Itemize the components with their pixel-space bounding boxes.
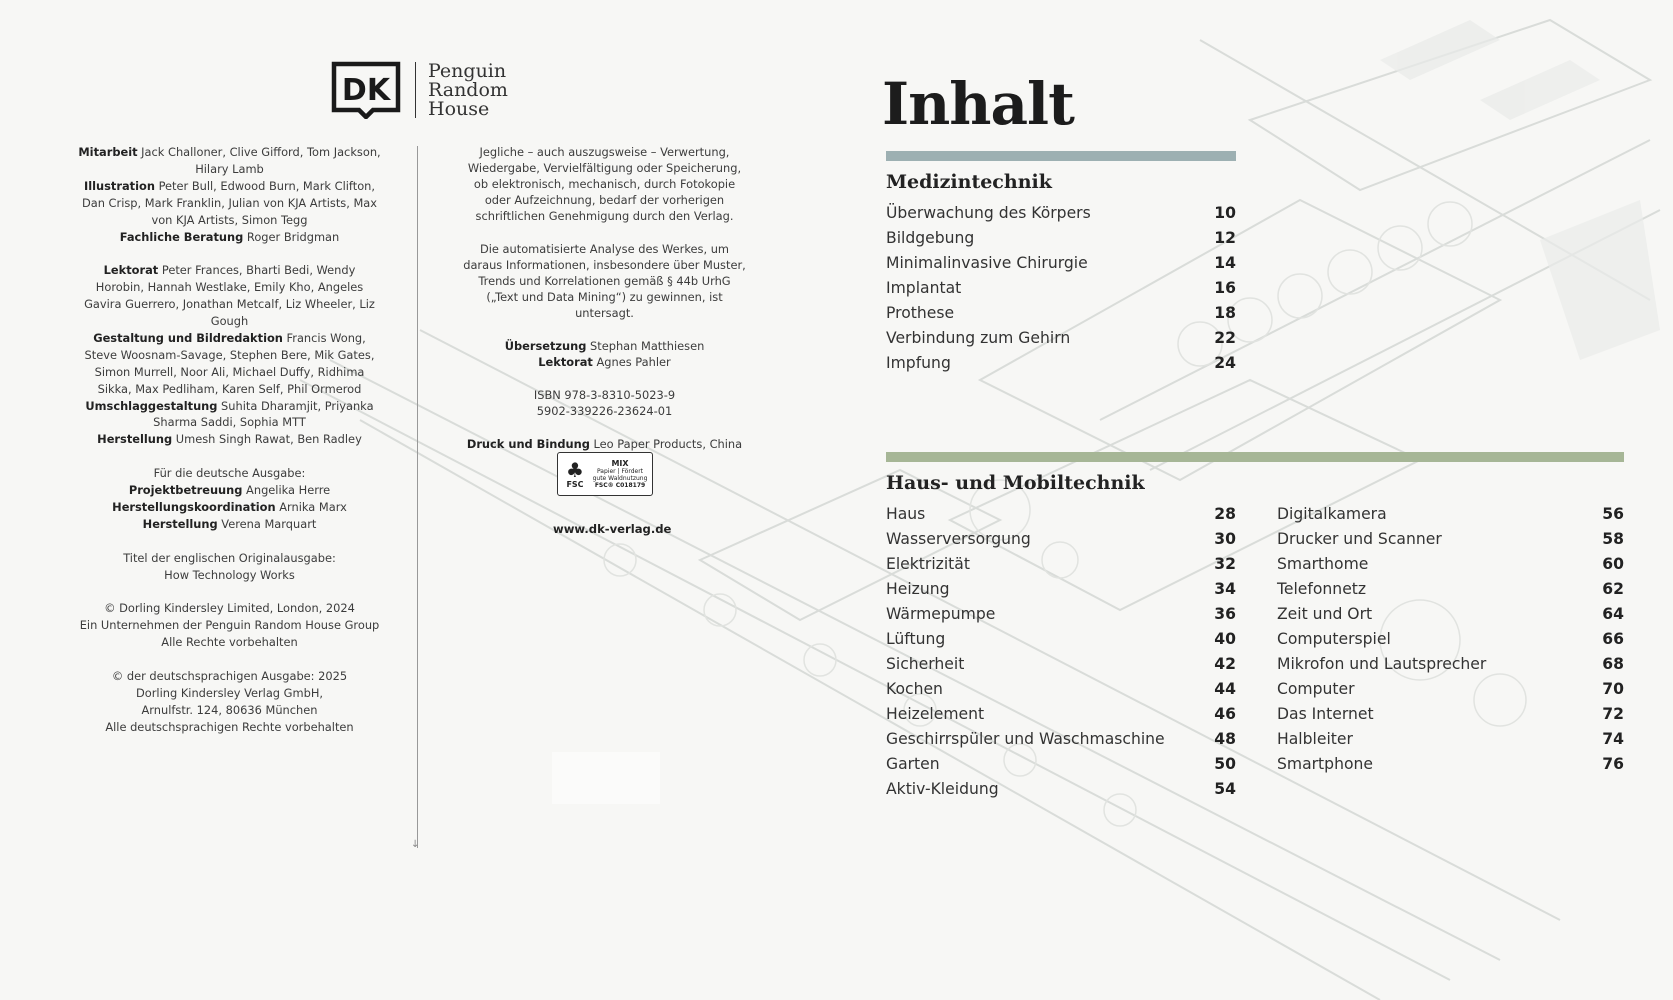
toc-entry[interactable] — [886, 705, 1236, 730]
imprint-text: Die automatisierte Analyse des Werkes, um daraus Informationen, insbesondere über Muster, Trends und Korrelationen gemäß § 44b UrhG („Text und Data Mining“) zu gewinnen, ist untersagt. — [463, 241, 746, 320]
toc-entry[interactable] — [886, 730, 1236, 755]
toc-entry-page: 64 — [1602, 605, 1624, 623]
toc-entry-label: Lüftung — [886, 630, 946, 648]
toc-entry-page: 14 — [1214, 254, 1236, 272]
imprint-line — [112, 500, 347, 514]
dk-logo-text: DK — [341, 73, 391, 108]
imprint-role: Projektbetreuung — [128, 483, 243, 498]
dk-prh-logo — [331, 60, 508, 120]
imprint-role: Illustration — [83, 178, 155, 193]
imprint-line — [129, 483, 330, 497]
imprint-role: Herstellung — [142, 516, 218, 531]
imprint-role: Gestaltung und Bildredaktion — [93, 330, 283, 345]
toc-entry-label: Digitalkamera — [1277, 505, 1387, 523]
toc-entry[interactable] — [886, 655, 1236, 680]
fsc-certification-label — [557, 452, 653, 496]
toc-entry[interactable] — [886, 555, 1236, 580]
imprint-line — [463, 242, 746, 320]
imprint-text: Agnes Pahler — [592, 354, 671, 369]
arrow-down-icon: ↓ — [411, 839, 420, 850]
toc-entry[interactable] — [886, 630, 1236, 655]
toc-entry-page: 54 — [1214, 780, 1236, 798]
toc-entry-label: Computer — [1277, 680, 1355, 698]
fsc-code: FSC® C018179 — [594, 482, 646, 489]
imprint-role: Fachliche Beratung — [119, 229, 244, 244]
toc-entry-label: Implantat — [886, 279, 962, 297]
imprint-text: How Technology Works — [164, 567, 295, 582]
imprint-line — [164, 568, 295, 582]
imprint-role: Lektorat — [538, 354, 593, 369]
imprint-text: Jegliche – auch auszugsweise – Verwertung, Wiedergabe, Vervielfältigung oder Speicherung, ob elektronisch, mechanisch, durch Fotokopie oder Aufzeichnung, bedarf der vorherigen schriftlichen Genehmigung durch den Verlag. — [467, 145, 742, 223]
toc-entry[interactable] — [1277, 580, 1624, 605]
imprint-paragraph — [462, 338, 747, 370]
imprint-line — [123, 551, 336, 565]
imprint-text: Arnulfstr. 124, 80636 München — [141, 702, 318, 717]
toc-entry[interactable] — [1277, 705, 1624, 730]
imprint-text: © Dorling Kindersley Limited, London, 2024 — [104, 601, 355, 616]
imprint-line — [97, 432, 362, 446]
imprint-text: Peter Frances, Bharti Bedi, Wendy Horobin, Hannah Westlake, Emily Kho, Angeles Gavira Guerrero, Jonathan Metcalf, Liz Wheeler, Liz Gough — [84, 263, 375, 329]
imprint-paragraph — [78, 144, 381, 245]
imprint-text: Für die deutsche Ausgabe: — [153, 466, 306, 481]
toc-entry-label: Wärmepumpe — [886, 605, 996, 623]
imprint-line — [82, 179, 377, 227]
toc-entry-label: Kochen — [886, 680, 943, 698]
imprint-line — [143, 517, 317, 531]
toc-entry-page: 24 — [1214, 354, 1236, 372]
toc-list-haus-col1 — [886, 505, 1236, 805]
toc-entry[interactable] — [1277, 630, 1624, 655]
prh-line: Random — [428, 78, 508, 101]
toc-entry[interactable] — [886, 780, 1236, 805]
imprint-paragraph — [462, 144, 747, 224]
toc-entry[interactable] — [1277, 530, 1624, 555]
imprint-line — [505, 339, 705, 353]
toc-entry-page: 30 — [1214, 530, 1236, 548]
toc-entry-page: 66 — [1602, 630, 1624, 648]
imprint-text: Roger Bridgman — [243, 229, 340, 244]
imprint-line — [84, 263, 375, 328]
toc-entry-label: Prothese — [886, 304, 955, 322]
imprint-line — [85, 331, 375, 396]
toc-entry-page: 10 — [1214, 204, 1236, 222]
toc-entry-label: Wasserversorgung — [886, 530, 1031, 548]
toc-entry-label: Elektrizität — [886, 555, 970, 573]
logo-divider — [415, 62, 416, 118]
toc-entry-page: 50 — [1214, 755, 1236, 773]
imprint-paragraph — [462, 436, 747, 452]
toc-entry-label: Überwachung des Körpers — [886, 204, 1091, 222]
imprint-text: Ein Unternehmen der Penguin Random House Group — [79, 618, 380, 633]
toc-entry-page: 28 — [1214, 505, 1236, 523]
toc-entry[interactable] — [886, 354, 1236, 379]
website-link[interactable]: www.dk-verlag.de — [553, 522, 672, 536]
imprint-line — [80, 618, 380, 632]
imprint-line — [78, 145, 380, 176]
toc-entry[interactable] — [886, 279, 1236, 304]
toc-entry[interactable] — [886, 580, 1236, 605]
imprint-line — [85, 399, 373, 430]
prh-line: House — [428, 97, 490, 120]
toc-entry[interactable] — [886, 680, 1236, 705]
imprint-text: Verena Marquart — [217, 516, 317, 531]
toc-list-medizintechnik — [886, 204, 1236, 379]
fsc-mix: MIX — [611, 459, 629, 468]
imprint-text: ISBN 978-3-8310-5023-9 — [533, 387, 676, 402]
toc-entry-page: 48 — [1214, 730, 1236, 748]
toc-entry[interactable] — [886, 505, 1236, 530]
toc-entry-label: Zeit und Ort — [1277, 605, 1373, 623]
toc-entry-page: 56 — [1602, 505, 1624, 523]
imprint-role: Umschlaggestaltung — [85, 398, 218, 413]
imprint-role: Lektorat — [103, 263, 159, 278]
fsc-label: FSC — [566, 479, 584, 489]
imprint-line — [105, 720, 353, 734]
imprint-paragraph — [78, 262, 381, 448]
imprint-line — [161, 635, 297, 649]
toc-entry-page: 42 — [1214, 655, 1236, 673]
toc-entry-label: Das Internet — [1277, 705, 1374, 723]
toc-entry-label: Sicherheit — [886, 655, 965, 673]
toc-entry-label: Garten — [886, 755, 940, 773]
imprint-text: Leo Paper Products, China — [589, 436, 743, 451]
toc-entry-label: Smarthome — [1277, 555, 1369, 573]
section-heading-medizintechnik: Medizintechnik — [886, 171, 1052, 193]
toc-entry-page: 62 — [1602, 580, 1624, 598]
imprint-text: Arnika Marx — [275, 500, 347, 514]
imprint-role: Übersetzung — [504, 338, 587, 353]
toc-entry-page: 68 — [1602, 655, 1624, 673]
imprint-text: Jack Challoner, Clive Gifford, Tom Jackson, Hilary Lamb — [137, 145, 381, 176]
toc-entry[interactable] — [1277, 655, 1624, 680]
toc-entry-page: 22 — [1214, 329, 1236, 347]
toc-entry[interactable] — [886, 304, 1236, 329]
toc-entry[interactable] — [1277, 605, 1624, 630]
toc-entry-label: Drucker und Scanner — [1277, 530, 1442, 548]
imprint-line — [104, 601, 355, 615]
prh-line: Penguin — [428, 59, 507, 82]
toc-entry-label: Haus — [886, 505, 926, 523]
toc-entry-page: 46 — [1214, 705, 1236, 723]
toc-entry-label: Minimalinvasive Chirurgie — [886, 254, 1088, 272]
toc-entry-page: 44 — [1214, 680, 1236, 698]
imprint-role: Herstellungskoordination — [112, 500, 276, 514]
dk-logo-icon — [331, 61, 401, 119]
toc-entry[interactable] — [1277, 555, 1624, 580]
toc-list-haus-col2 — [1277, 505, 1624, 780]
toc-entry-label: Bildgebung — [886, 229, 975, 247]
toc-title: Inhalt — [882, 70, 1074, 138]
toc-entry-page: 74 — [1602, 730, 1624, 748]
imprint-line — [154, 466, 306, 480]
toc-entry-page: 32 — [1214, 555, 1236, 573]
imprint-text: Alle deutschsprachigen Rechte vorbehalten — [105, 719, 354, 734]
toc-entry-label: Verbindung zum Gehirn — [886, 329, 1071, 347]
toc-entry-page: 60 — [1602, 555, 1624, 573]
imprint-text: 5902-339226-23624-01 — [536, 403, 673, 418]
imprint-text: Stephan Matthiesen — [586, 338, 705, 353]
imprint-line — [537, 404, 673, 418]
toc-entry[interactable] — [886, 530, 1236, 555]
toc-entry-label: Computerspiel — [1277, 630, 1391, 648]
imprint-role: Herstellung — [97, 432, 173, 447]
toc-entry[interactable] — [886, 254, 1236, 279]
imprint-line — [142, 703, 318, 717]
column-divider — [417, 146, 418, 848]
toc-entry-page: 12 — [1214, 229, 1236, 247]
toc-entry-page: 76 — [1602, 755, 1624, 773]
toc-entry-page: 34 — [1214, 580, 1236, 598]
imprint-legal-column — [462, 144, 747, 468]
blank-patch — [552, 752, 660, 804]
toc-entry[interactable] — [886, 605, 1236, 630]
toc-entry-label: Halbleiter — [1277, 730, 1353, 748]
imprint-text: Dorling Kindersley Verlag GmbH, — [136, 685, 323, 700]
fsc-line: gute Waldnutzung — [592, 475, 648, 482]
toc-entry[interactable] — [1277, 505, 1624, 530]
imprint-paragraph — [78, 550, 381, 584]
section-heading-haus-mobil: Haus- und Mobiltechnik — [886, 472, 1145, 494]
imprint-line — [112, 669, 347, 683]
toc-entry-page: 18 — [1214, 304, 1236, 322]
toc-entry-label: Smartphone — [1277, 755, 1373, 773]
toc-entry-page: 72 — [1602, 705, 1624, 723]
toc-entry[interactable] — [886, 755, 1236, 780]
imprint-line — [538, 355, 670, 369]
imprint-credits-column — [78, 144, 381, 753]
toc-entry-label: Aktiv-Kleidung — [886, 780, 999, 798]
imprint-paragraph — [78, 668, 381, 736]
fsc-text — [592, 459, 648, 489]
section-bar-medizintechnik — [886, 151, 1236, 161]
fsc-tree-icon: ♣ FSC — [558, 460, 592, 489]
imprint-text: Francis Wong, Steve Woosnam-Savage, Stephen Bere, Mik Gates, Simon Murrell, Noor Ali, Michael Duffy, Ridhima Sikka, Max Pedliham, Karen Self, Phil Ormerod — [84, 330, 375, 396]
toc-entry-label: Impfung — [886, 354, 951, 372]
imprint-role: Druck und Bindung — [466, 436, 590, 451]
imprint-paragraph — [462, 241, 747, 321]
toc-entry-label: Mikrofon und Lautsprecher — [1277, 655, 1487, 673]
imprint-paragraph — [78, 465, 381, 533]
imprint-paragraph — [78, 600, 381, 651]
toc-entry-label: Geschirrspüler und Waschmaschine — [886, 730, 1165, 748]
imprint-line — [534, 388, 675, 402]
imprint-line — [136, 686, 323, 700]
imprint-text: Alle Rechte vorbehalten — [161, 635, 298, 650]
toc-entry[interactable] — [886, 204, 1236, 229]
imprint-text: Umesh Singh Rawat, Ben Radley — [172, 432, 362, 447]
imprint-text: © der deutschsprachigen Ausgabe: 2025 — [111, 669, 348, 684]
toc-entry[interactable] — [1277, 730, 1624, 755]
imprint-line — [120, 230, 340, 244]
imprint-role: Mitarbeit — [78, 145, 138, 159]
toc-entry[interactable] — [886, 329, 1236, 354]
toc-entry-label: Telefonnetz — [1277, 580, 1367, 598]
toc-entry-label: Heizelement — [886, 705, 985, 723]
imprint-text: Titel der englischen Originalausgabe: — [123, 550, 336, 565]
imprint-paragraph — [462, 387, 747, 419]
section-bar-haus-mobil — [886, 452, 1624, 462]
toc-entry[interactable] — [1277, 680, 1624, 705]
imprint-text: Angelika Herre — [242, 483, 331, 498]
toc-entry-label: Heizung — [886, 580, 950, 598]
toc-entry[interactable] — [886, 229, 1236, 254]
imprint-line — [467, 437, 742, 451]
penguin-random-house-wordmark — [428, 59, 508, 120]
toc-entry-page: 36 — [1214, 605, 1236, 623]
toc-entry-page: 58 — [1602, 530, 1624, 548]
fsc-line: Papier | Fördert — [596, 468, 644, 475]
toc-entry-page: 70 — [1602, 680, 1624, 698]
toc-entry-page: 16 — [1214, 279, 1236, 297]
imprint-text: Suhita Dharamjit, Priyanka Sharma Saddi, Sophia MTT — [153, 398, 374, 430]
imprint-text: Peter Bull, Edwood Burn, Mark Clifton, Dan Crisp, Mark Franklin, Julian von KJA Artists, Max von KJA Artists, Simon Tegg — [81, 178, 378, 227]
toc-entry-page: 40 — [1214, 630, 1236, 648]
toc-entry[interactable] — [1277, 755, 1624, 780]
imprint-line — [468, 145, 741, 223]
